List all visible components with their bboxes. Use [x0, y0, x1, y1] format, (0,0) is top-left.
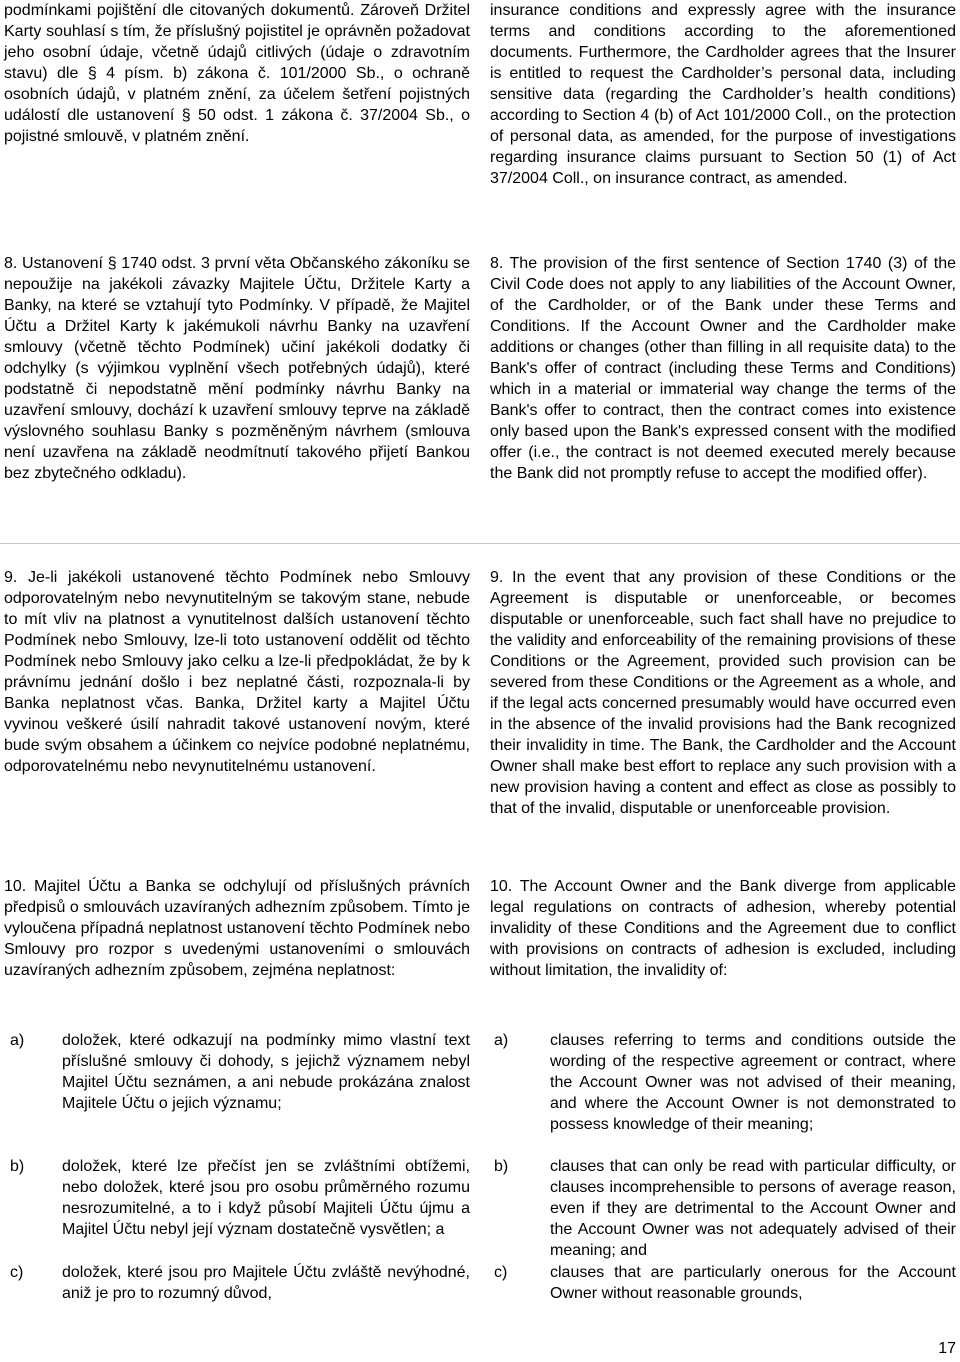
left-para-8: 8. Ustanovení § 1740 odst. 3 první věta Občanského zákoníku se nepoužije na jakékoli závazky Majitele Účtu, Držitele Karty a Banky, na které se vztahují tyto Podmínky. V případě, že Majitel Účtu a Držitel Karty k jakémukoli návrhu Banky na uzavření smlouvy (včetně těchto Podmínek) učiní jakékoli dodatky či odchylky (s výjimkou vyplnění všech potřebných údajů), které podstatně či nepodstatně mění podmínky návrhu Banky na uzavření smlouvy, dochází k uzavření smlouvy teprve na základě výslovného souhlasu Banky s pozměněným návrhem (smlouva není uzavřena na základě neodmítnutí takového přijetí Bankou bez zbytečného odkladu).	[4, 255, 470, 482]
right-para-10: 10. The Account Owner and the Bank diverge from applicable legal regulations on contracts of adhesion, whereby potential invalidity of these Conditions and the Agreement due to conflict with provisions on contracts of adhesion is excluded, including without limitation, the invalidity of:	[490, 878, 956, 979]
right-para-8: 8. The provision of the first sentence of Section 1740 (3) of the Civil Code does not apply to any liabilities of the Account Owner, of the Cardholder, or of the Bank under these Terms and Conditions. If the Account Owner and the Cardholder make additions or changes (other than filling in all requisite data) to the Bank's offer of contract (including these Terms and Conditions) which in a material or immaterial way change the terms of the Bank's offer to contract, then the contract comes into existence only based upon the Bank's expressed consent with the modified offer (i.e., the contract is not deemed executed merely because the Bank did not promptly refuse to accept the modified offer).	[490, 255, 956, 482]
page-number: 17	[938, 1340, 956, 1357]
item-text: clauses that are particularly onerous for the Account Owner without reasonable grounds,	[550, 1264, 956, 1302]
item-text: doložek, které lze přečíst jen se zvláštními obtížemi, nebo doložek, které jsou pro osobu průměrného rozumu nesrozumitelné, a to i když působí Majiteli Účtu újmu a Majitel Účtu nebyl její význam dostatečně vysvětlen; a	[62, 1158, 470, 1238]
right-item-c	[490, 1262, 956, 1304]
left-item-a	[4, 1030, 470, 1114]
item-text: doložek, které odkazují na podmínky mimo vlastní text příslušné smlouvy či dohody, s jejichž významem nebyl Majitel Účtu seznámen, a ani nebude prokázána znalost Majitele Účtu o jejich významu;	[62, 1032, 470, 1112]
item-label: b)	[10, 1158, 25, 1175]
right-item-b	[490, 1156, 956, 1261]
item-label: c)	[494, 1264, 508, 1281]
item-label: a)	[10, 1032, 25, 1049]
item-text: clauses referring to terms and conditions outside the wording of the respective agreement or contract, where the Account Owner was not advised of their meaning, and where the Account Owner is not demonstrated to possess knowledge of their meaning;	[550, 1032, 956, 1133]
right-para-continuation: insurance conditions and expressly agree with the insurance terms and conditions according to the aforementioned documents. Furthermore, the Cardholder agrees that the Insurer is entitled to request the Cardholder’s personal data, including sensitive data (regarding the Cardholder’s health conditions) according to Section 4 (b) of Act 101/2000 Coll., on the protection of personal data, as amended, for the purpose of investigations regarding insurance claims pursuant to Section 50 (1) of Act 37/2004 Coll., on insurance contract, as amended.	[490, 2, 956, 187]
left-item-b	[4, 1156, 470, 1240]
left-para-9: 9. Je-li jakékoli ustanovené těchto Podmínek nebo Smlouvy odporovatelným nebo nevynutitelným se takovým stane, nebude to mít vliv na platnost a vynutitelnost dalších ustanovení těchto Podmínek nebo Smlouvy, lze-li toto ustanovení oddělit od těchto Podmínek nebo Smlouvy jako celku a lze-li předpokládat, že by k právnímu jednání došlo i bez neplatné části, rozpoznala-li by Banka neplatnost včas. Banka, Držitel karty a Majitel Účtu vyvinou veškeré úsilí nahradit takové ustanovení novým, které bude svým obsahem a účinkem co nejvíce podobné neplatnému, odporovatelnému nebo nevynutitelnému ustanovení.	[4, 569, 470, 775]
right-item-a	[490, 1030, 956, 1135]
left-para-continuation: podmínkami pojištění dle citovaných dokumentů. Zároveň Držitel Karty souhlasí s tím, že příslušný pojistitel je oprávněn požadovat jeho osobní údaje, včetně údajů citlivých (údaje o zdravotním stavu) dle § 4 písm. b) zákona č. 101/2000 Sb., o ochraně osobních údajů, v platném znění, za účelem šetření pojistných událostí dle ustanovení § 50 odst. 1 zákona č. 37/2004 Sb., o pojistné smlouvě, v platném znění.	[4, 2, 470, 145]
item-label: c)	[10, 1264, 24, 1281]
right-para-9: 9. In the event that any provision of these Conditions or the Agreement is disputable or unenforceable, or becomes disputable or unenforceable, such fact shall have no prejudice to the validity and enforceability of the remaining provisions of these Conditions or the Agreement, provided such provision can be severed from these Conditions or the Agreement as a whole, and if the legal acts concerned presumably would have occurred even in the absence of the invalid provisions had the Bank recognized their invalidity in time. The Bank, the Cardholder and the Account Owner shall make best effort to replace any such provision with a new provision having a content and effect as close as possibly to that of the invalid, disputable or unenforceable provision.	[490, 569, 956, 817]
section-divider	[0, 543, 960, 544]
item-text: clauses that can only be read with particular difficulty, or clauses incomprehensible to persons of average reason, even if they are detrimental to the Account Owner and the Account Owner was not adequately advised of their meaning; and	[550, 1158, 956, 1259]
item-label: a)	[494, 1032, 509, 1049]
item-text: doložek, které jsou pro Majitele Účtu zvláště nevýhodné, aniž je pro to rozumný důvod,	[62, 1264, 470, 1302]
left-item-c	[4, 1262, 470, 1304]
left-para-10: 10. Majitel Účtu a Banka se odchylují od příslušných právních předpisů o smlouvách uzavíraných adhezním způsobem. Tímto je vyloučena případná neplatnost ustanovení těchto Podmínek nebo Smlouvy pro rozpor s uvedenými ustanoveními o smlouvách uzavíraných adhezním způsobem, zejména neplatnost:	[4, 878, 470, 979]
item-label: b)	[494, 1158, 509, 1175]
